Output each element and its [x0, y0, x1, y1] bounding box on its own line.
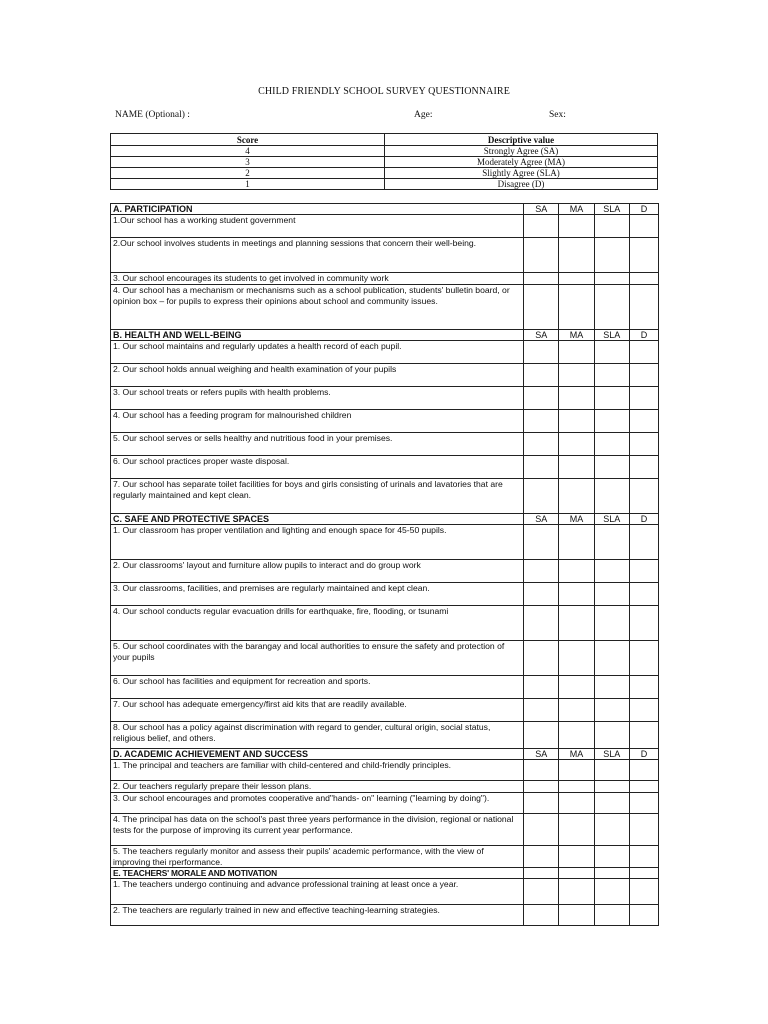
- answer-cell-d[interactable]: [629, 781, 658, 793]
- question-text: 3. Our classrooms, facilities, and premises are regularly maintained and kept clean.: [111, 583, 524, 606]
- answer-cell-sla[interactable]: [594, 606, 629, 641]
- sex-field-label: Sex:: [549, 110, 566, 120]
- answer-cell-d[interactable]: [629, 285, 658, 330]
- answer-cell-sa[interactable]: [524, 760, 559, 781]
- answer-cell-d[interactable]: [629, 676, 658, 699]
- table-row: [111, 781, 659, 793]
- answer-cell-ma[interactable]: [559, 285, 594, 330]
- answer-cell-d[interactable]: [629, 456, 658, 479]
- answer-cell-sa[interactable]: [524, 905, 559, 926]
- answer-cell-ma[interactable]: [559, 699, 594, 722]
- scale-header-score: Score: [111, 134, 385, 146]
- scale-value: Slightly Agree (SLA): [385, 168, 658, 179]
- column-ma: MA: [559, 749, 594, 760]
- answer-cell-ma[interactable]: [559, 814, 594, 846]
- blank-cell: [629, 868, 658, 879]
- answer-cell-sla[interactable]: [594, 341, 629, 364]
- answer-cell-d[interactable]: [629, 606, 658, 641]
- answer-cell-sla[interactable]: [594, 641, 629, 676]
- table-row: [111, 793, 659, 814]
- answer-cell-sla[interactable]: [594, 273, 629, 285]
- answer-cell-sa[interactable]: [524, 676, 559, 699]
- question-text: 3. Our school encourages its students to get involved in community work: [111, 273, 524, 285]
- answer-cell-sa[interactable]: [524, 525, 559, 560]
- table-row: [111, 285, 659, 330]
- question-text: 3. Our school treats or refers pupils with health problems.: [111, 387, 524, 410]
- answer-cell-sa[interactable]: [524, 781, 559, 793]
- answer-cell-sla[interactable]: [594, 433, 629, 456]
- answer-cell-sla[interactable]: [594, 285, 629, 330]
- answer-cell-d[interactable]: [629, 699, 658, 722]
- answer-cell-ma[interactable]: [559, 793, 594, 814]
- answer-cell-sla[interactable]: [594, 722, 629, 749]
- scale-score: 3: [111, 157, 385, 168]
- answer-cell-sa[interactable]: [524, 285, 559, 330]
- table-row: [111, 433, 659, 456]
- scale-value: Disagree (D): [385, 179, 658, 190]
- question-text: 2. The teachers are regularly trained in new and effective teaching-learning strategies.: [111, 905, 524, 926]
- answer-cell-ma[interactable]: [559, 456, 594, 479]
- answer-cell-ma[interactable]: [559, 722, 594, 749]
- answer-cell-ma[interactable]: [559, 846, 594, 868]
- answer-cell-sa[interactable]: [524, 583, 559, 606]
- question-text: 1. Our school maintains and regularly updates a health record of each pupil.: [111, 341, 524, 364]
- answer-cell-d[interactable]: [629, 879, 658, 905]
- question-text: 1. Our classroom has proper ventilation and lighting and enough space for 45-50 pupils.: [111, 525, 524, 560]
- answer-cell-ma[interactable]: [559, 879, 594, 905]
- column-sa: SA: [524, 204, 559, 215]
- section-title: E. TEACHERS' MORALE AND MOTIVATION: [111, 868, 524, 879]
- table-row: [111, 699, 659, 722]
- section-header-participation: [111, 204, 659, 215]
- column-ma: MA: [559, 514, 594, 525]
- question-text: 1. The principal and teachers are familiar with child-centered and child-friendly principles.: [111, 760, 524, 781]
- answer-cell-ma[interactable]: [559, 273, 594, 285]
- question-text: 3. Our school encourages and promotes cooperative and"hands- on" learning ("learning by doing").: [111, 793, 524, 814]
- answer-cell-sa[interactable]: [524, 814, 559, 846]
- answer-cell-ma[interactable]: [559, 606, 594, 641]
- table-row: [111, 583, 659, 606]
- table-row: [111, 905, 659, 926]
- answer-cell-ma[interactable]: [559, 433, 594, 456]
- answer-cell-sla[interactable]: [594, 846, 629, 868]
- table-row: [111, 606, 659, 641]
- answer-cell-sla[interactable]: [594, 364, 629, 387]
- answer-cell-d[interactable]: [629, 364, 658, 387]
- answer-cell-d[interactable]: [629, 814, 658, 846]
- question-text: 1. The teachers undergo continuing and advance professional training at least once a year.: [111, 879, 524, 905]
- question-text: 6. Our school has facilities and equipment for recreation and sports.: [111, 676, 524, 699]
- answer-cell-sla[interactable]: [594, 387, 629, 410]
- question-text: 2. Our classrooms' layout and furniture allow pupils to interact and do group work: [111, 560, 524, 583]
- question-text: 2.Our school involves students in meetings and planning sessions that concern their well-being.: [111, 238, 524, 273]
- answer-cell-sa[interactable]: [524, 560, 559, 583]
- answer-cell-d[interactable]: [629, 583, 658, 606]
- answer-cell-ma[interactable]: [559, 364, 594, 387]
- answer-cell-d[interactable]: [629, 341, 658, 364]
- table-row: [111, 722, 659, 749]
- answer-cell-d[interactable]: [629, 525, 658, 560]
- question-text: 1.Our school has a working student government: [111, 215, 524, 238]
- answer-cell-sla[interactable]: [594, 238, 629, 273]
- column-d: D: [629, 330, 658, 341]
- section-header-health: [111, 330, 659, 341]
- answer-cell-sa[interactable]: [524, 606, 559, 641]
- question-text: 7. Our school has separate toilet facilities for boys and girls consisting of urinals and lavatories that are regularly maintained and kept clean.: [111, 479, 524, 514]
- answer-cell-sla[interactable]: [594, 676, 629, 699]
- scale-value: Moderately Agree (MA): [385, 157, 658, 168]
- section-header-morale: [111, 868, 659, 879]
- answer-cell-d[interactable]: [629, 387, 658, 410]
- table-row: [111, 760, 659, 781]
- answer-cell-d[interactable]: [629, 410, 658, 433]
- column-sa: SA: [524, 330, 559, 341]
- answer-cell-sa[interactable]: [524, 433, 559, 456]
- answer-cell-sla[interactable]: [594, 781, 629, 793]
- answer-cell-d[interactable]: [629, 238, 658, 273]
- answer-cell-sla[interactable]: [594, 814, 629, 846]
- table-row: [111, 273, 659, 285]
- answer-cell-d[interactable]: [629, 215, 658, 238]
- table-row: [111, 238, 659, 273]
- answer-cell-sa[interactable]: [524, 238, 559, 273]
- answer-cell-ma[interactable]: [559, 410, 594, 433]
- column-d: D: [629, 749, 658, 760]
- answer-cell-d[interactable]: [629, 641, 658, 676]
- answer-cell-ma[interactable]: [559, 341, 594, 364]
- scale-score: 4: [111, 146, 385, 157]
- age-field-label: Age:: [414, 110, 433, 120]
- answer-cell-sa[interactable]: [524, 699, 559, 722]
- section-header-academic: [111, 749, 659, 760]
- question-text: 5. The teachers regularly monitor and assess their pupils' academic performance, with the view of improving thei rperformance.: [111, 846, 524, 868]
- column-sa: SA: [524, 749, 559, 760]
- column-sla: SLA: [594, 749, 629, 760]
- rating-scale-table: [110, 133, 658, 190]
- question-text: 5. Our school coordinates with the barangay and local authorities to ensure the safety and protection of your pupils: [111, 641, 524, 676]
- answer-cell-sa[interactable]: [524, 387, 559, 410]
- answer-cell-sla[interactable]: [594, 215, 629, 238]
- table-row: [111, 387, 659, 410]
- section-title: A. PARTICIPATION: [111, 204, 524, 215]
- section-header-safe-spaces: [111, 514, 659, 525]
- answer-cell-d[interactable]: [629, 793, 658, 814]
- table-row: [111, 479, 659, 514]
- answer-cell-d[interactable]: [629, 273, 658, 285]
- table-row: [111, 364, 659, 387]
- table-row: [111, 341, 659, 364]
- answer-cell-d[interactable]: [629, 722, 658, 749]
- respondent-fields: [115, 110, 675, 124]
- column-d: D: [629, 514, 658, 525]
- column-ma: MA: [559, 204, 594, 215]
- answer-cell-sla[interactable]: [594, 879, 629, 905]
- question-text: 6. Our school practices proper waste disposal.: [111, 456, 524, 479]
- answer-cell-sa[interactable]: [524, 641, 559, 676]
- survey-table: [110, 203, 659, 926]
- answer-cell-sla[interactable]: [594, 479, 629, 514]
- blank-cell: [594, 868, 629, 879]
- answer-cell-ma[interactable]: [559, 583, 594, 606]
- column-sla: SLA: [594, 204, 629, 215]
- section-title: D. ACADEMIC ACHIEVEMENT AND SUCCESS: [111, 749, 524, 760]
- answer-cell-sa[interactable]: [524, 364, 559, 387]
- table-row: [111, 215, 659, 238]
- table-row: [111, 641, 659, 676]
- table-row: [111, 560, 659, 583]
- answer-cell-sla[interactable]: [594, 793, 629, 814]
- scale-score: 2: [111, 168, 385, 179]
- answer-cell-ma[interactable]: [559, 525, 594, 560]
- section-title: B. HEALTH AND WELL-BEING: [111, 330, 524, 341]
- column-d: D: [629, 204, 658, 215]
- scale-header-value: Descriptive value: [385, 134, 658, 146]
- answer-cell-sa[interactable]: [524, 456, 559, 479]
- answer-cell-sla[interactable]: [594, 410, 629, 433]
- answer-cell-ma[interactable]: [559, 560, 594, 583]
- blank-cell: [559, 868, 594, 879]
- answer-cell-ma[interactable]: [559, 905, 594, 926]
- name-field-label: NAME (Optional) :: [115, 110, 190, 120]
- table-row: [111, 410, 659, 433]
- column-sa: SA: [524, 514, 559, 525]
- answer-cell-sa[interactable]: [524, 215, 559, 238]
- answer-cell-sla[interactable]: [594, 560, 629, 583]
- question-text: 8. Our school has a policy against discrimination with regard to gender, cultural origin, social status, religious belief, and others.: [111, 722, 524, 749]
- table-row: [111, 846, 659, 868]
- answer-cell-ma[interactable]: [559, 215, 594, 238]
- answer-cell-sa[interactable]: [524, 793, 559, 814]
- answer-cell-sla[interactable]: [594, 699, 629, 722]
- answer-cell-ma[interactable]: [559, 760, 594, 781]
- question-text: 4. Our school has a feeding program for malnourished children: [111, 410, 524, 433]
- answer-cell-d[interactable]: [629, 433, 658, 456]
- answer-cell-ma[interactable]: [559, 479, 594, 514]
- question-text: 4. Our school conducts regular evacuation drills for earthquake, fire, flooding, or tsunami: [111, 606, 524, 641]
- answer-cell-sa[interactable]: [524, 410, 559, 433]
- table-row: [111, 525, 659, 560]
- question-text: 4. The principal has data on the school's past three years performance in the division, regional or national tests for the purpose of improving its current year performance.: [111, 814, 524, 846]
- answer-cell-sla[interactable]: [594, 905, 629, 926]
- answer-cell-sa[interactable]: [524, 341, 559, 364]
- answer-cell-sla[interactable]: [594, 456, 629, 479]
- table-row: [111, 814, 659, 846]
- answer-cell-sa[interactable]: [524, 273, 559, 285]
- answer-cell-sla[interactable]: [594, 525, 629, 560]
- document-title: CHILD FRIENDLY SCHOOL SURVEY QUESTIONNAIRE: [258, 86, 510, 97]
- answer-cell-ma[interactable]: [559, 238, 594, 273]
- answer-cell-sa[interactable]: [524, 722, 559, 749]
- table-row: [111, 456, 659, 479]
- column-sla: SLA: [594, 330, 629, 341]
- answer-cell-sa[interactable]: [524, 479, 559, 514]
- question-text: 5. Our school serves or sells healthy and nutritious food in your premises.: [111, 433, 524, 456]
- scale-score: 1: [111, 179, 385, 190]
- answer-cell-sla[interactable]: [594, 583, 629, 606]
- question-text: 2. Our school holds annual weighing and health examination of your pupils: [111, 364, 524, 387]
- answer-cell-sa[interactable]: [524, 879, 559, 905]
- answer-cell-d[interactable]: [629, 560, 658, 583]
- question-text: 4. Our school has a mechanism or mechanisms such as a school publication, students' bulletin board, or opinion box – for pupils to express their opinions about school and community issues.: [111, 285, 524, 330]
- answer-cell-ma[interactable]: [559, 676, 594, 699]
- answer-cell-ma[interactable]: [559, 641, 594, 676]
- answer-cell-ma[interactable]: [559, 387, 594, 410]
- question-text: 7. Our school has adequate emergency/first aid kits that are readily available.: [111, 699, 524, 722]
- column-ma: MA: [559, 330, 594, 341]
- answer-cell-d[interactable]: [629, 846, 658, 868]
- question-text: 2. Our teachers regularly prepare their lesson plans.: [111, 781, 524, 793]
- answer-cell-ma[interactable]: [559, 781, 594, 793]
- table-row: [111, 879, 659, 905]
- table-row: [111, 676, 659, 699]
- section-title: C. SAFE AND PROTECTIVE SPACES: [111, 514, 524, 525]
- answer-cell-d[interactable]: [629, 479, 658, 514]
- answer-cell-d[interactable]: [629, 905, 658, 926]
- blank-cell: [524, 868, 559, 879]
- scale-value: Strongly Agree (SA): [385, 146, 658, 157]
- answer-cell-sa[interactable]: [524, 846, 559, 868]
- column-sla: SLA: [594, 514, 629, 525]
- answer-cell-d[interactable]: [629, 760, 658, 781]
- answer-cell-sla[interactable]: [594, 760, 629, 781]
